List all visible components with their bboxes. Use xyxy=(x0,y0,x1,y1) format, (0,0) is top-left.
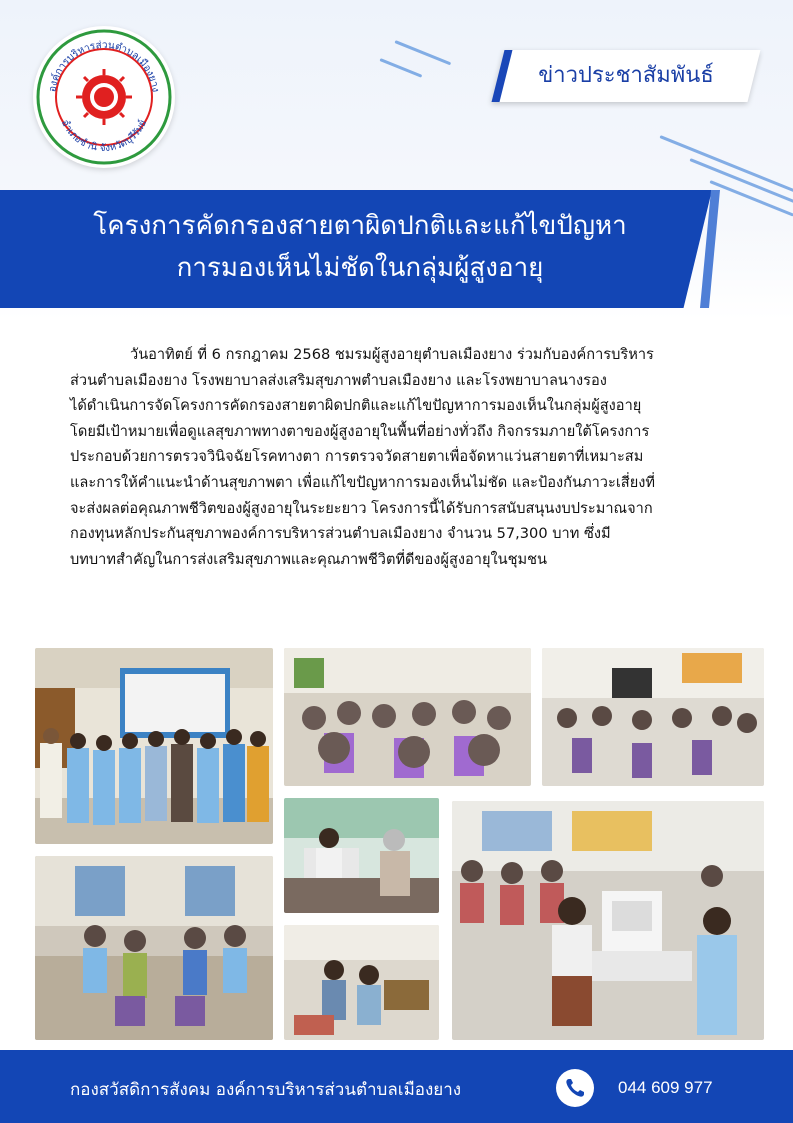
article-line: ได้ดำเนินการจัดโครงการคัดกรองสายตาผิดปกติและแก้ไขปัญหาการมองเห็นในกลุ่มผู้สูงอายุ xyxy=(70,397,642,415)
article-line: โดยมีเป้าหมายเพื่อดูแลสุขภาพทางตาของผู้สูงอายุในพื้นที่อย่างทั่วถึง กิจกรรมภายใต้โครงการ xyxy=(70,422,650,440)
title-line-1: โครงการคัดกรองสายตาผิดปกติและแก้ไขปัญหา xyxy=(93,211,627,241)
article-body xyxy=(70,342,726,572)
title-line-2: การมองเห็นไม่ชัดในกลุ่มผู้สูงอายุ xyxy=(176,253,544,283)
page-title xyxy=(40,205,680,289)
article-line: บทบาทสำคัญในการส่งเสริมสุขภาพและคุณภาพชีวิตที่ดีของผู้สูงอายุในชุมชน xyxy=(70,550,548,568)
photo-group-staff xyxy=(35,648,273,844)
photo-eye-check-room xyxy=(284,925,439,1040)
article-line: และการให้คำแนะนำด้านสุขภาพตา เพื่อแก้ไขปัญหาการมองเห็นไม่ชัด และป้องกันภาวะเสี่ยงที่ xyxy=(70,473,656,491)
article-line: วันอาทิตย์ ที่ 6 กรกฎาคม 2568 ชมรมผู้สูงอายุตำบลเมืองยาง ร่วมกับองค์การบริหาร xyxy=(130,346,654,363)
article-line: ประกอบด้วยการตรวจวินิจฉัยโรคทางตา การตรวจวัดสายตาเพื่อจัดหาแว่นสายตาที่เหมาะสม xyxy=(70,448,644,466)
organization-logo xyxy=(33,26,175,168)
logo-ring-text-top: องค์การบริหารส่วนตำบลเมืองยาง xyxy=(47,39,161,93)
photo-seated-elders xyxy=(542,648,764,786)
photo-eye-check-desk xyxy=(284,798,439,913)
article-line: จะส่งผลต่อคุณภาพชีวิตของผู้สูงอายุในระยะยาว โครงการนี้ได้รับการสนับสนุนงบประมาณจาก xyxy=(70,499,653,517)
photo-eye-examination-machine xyxy=(452,801,764,1040)
photo-audience-hall xyxy=(284,648,531,786)
article-line: ส่วนตำบลเมืองยาง โรงพยาบาลส่งเสริมสุขภาพตำบลเมืองยาง และโรงพยาบาลนางรอง xyxy=(70,371,607,389)
footer-phone-number: 044 609 977 xyxy=(618,1078,713,1097)
photo-eye-exam-outdoor xyxy=(35,856,273,1040)
article-line: กองทุนหลักประกันสุขภาพองค์การบริหารส่วนตำบลเมืองยาง จำนวน 57,300 บาท ซึ่งมี xyxy=(70,525,611,543)
footer-organization: กองสวัสดิการสังคม องค์การบริหารส่วนตำบลเมืองยาง xyxy=(70,1080,462,1100)
phone-icon xyxy=(556,1069,594,1107)
logo-ring-text-bottom: อำเภอชำนิ จังหวัดบุรีรัมย์ xyxy=(58,118,150,155)
news-tag-label: ข่าวประชาสัมพันธ์ xyxy=(538,63,714,88)
